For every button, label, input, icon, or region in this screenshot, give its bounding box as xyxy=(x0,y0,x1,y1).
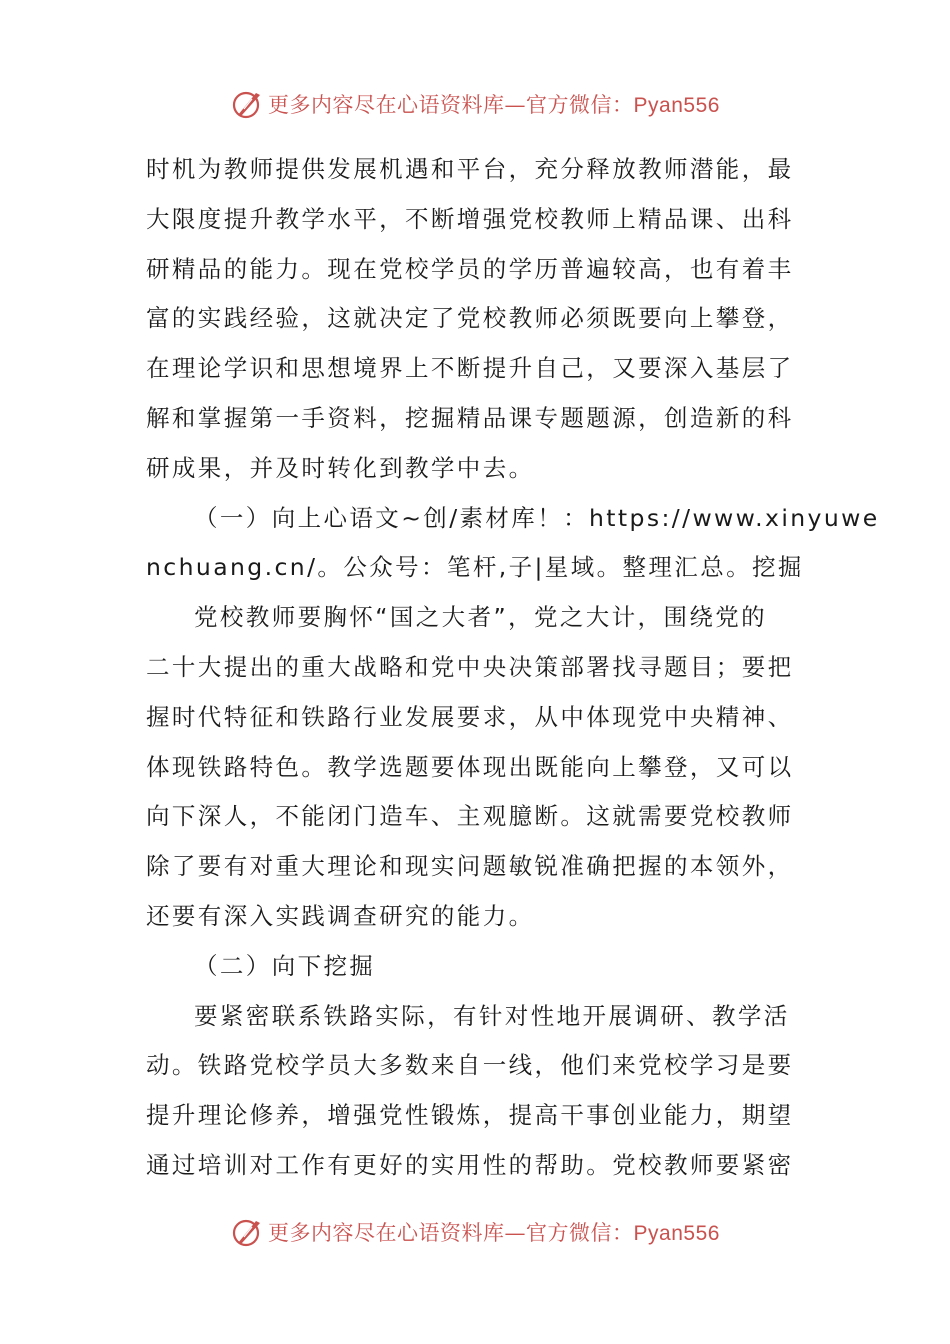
header-banner xyxy=(0,84,950,124)
banner-text: 更多内容尽在心语资料库—官方微信：Pyan556 xyxy=(268,1221,720,1245)
text-line: nchuang.cn/。公众号：笔杆,子|星域。整理汇总。挖掘 xyxy=(146,553,804,582)
footer-banner xyxy=(0,1212,950,1252)
paragraph-start-line: 党校教师要胸怀“国之大者”，党之大计，围绕党的 xyxy=(194,603,768,632)
quill-circle-icon xyxy=(230,87,264,121)
text-line: 时机为教师提供发展机遇和平台，充分释放教师潜能，最 xyxy=(146,155,794,183)
text-line: 还要有深入实践调查研究的能力。 xyxy=(146,901,535,930)
text-line: 富的实践经验，这就决定了党校教师必须既要向上攀登， xyxy=(146,304,794,333)
text-line: 向下深人，不能闭门造车、主观臆断。这就需要党校教师 xyxy=(146,802,794,831)
text-line: 通过培训对工作有更好的实用性的帮助。党校教师要紧密 xyxy=(146,1150,794,1179)
text-line: 研精品的能力。现在党校学员的学历普遍较高，也有着丰 xyxy=(146,254,794,283)
document-body xyxy=(146,145,880,1191)
banner-text: 更多内容尽在心语资料库—官方微信：Pyan556 xyxy=(268,93,720,117)
text-line: 研成果，并及时转化到教学中去。 xyxy=(146,453,535,482)
quill-circle-icon xyxy=(230,1215,264,1249)
text-line: 动。铁路党校学员大多数来自一线，他们来党校学习是要 xyxy=(146,1051,794,1080)
text-line: 解和掌握第一手资料，挖掘精品课专题题源，创造新的科 xyxy=(146,403,794,432)
banner-wechat-id: Pyan556 xyxy=(633,1222,720,1245)
paragraph-start-line: 要紧密联系铁路实际，有针对性地开展调研、教学活 xyxy=(194,1001,790,1030)
section-heading-line: （一）向上心语文~创/素材库！：https://www.xinyuwe xyxy=(194,503,880,532)
text-line: 在理论学识和思想境界上不断提升自己，又要深入基层了 xyxy=(146,354,794,383)
text-line: 体现铁路特色。教学选题要体现出既能向上攀登，又可以 xyxy=(146,752,794,781)
section-heading: （二）向下挖掘 xyxy=(194,951,376,980)
text-line: 大限度提升教学水平，不断增强党校教师上精品课、出科 xyxy=(146,204,794,233)
text-line: 除了要有对重大理论和现实问题敏锐准确把握的本领外， xyxy=(146,852,794,881)
text-line: 二十大提出的重大战略和党中央决策部署找寻题目；要把 xyxy=(146,652,794,681)
text-line: 握时代特征和铁路行业发展要求，从中体现党中央精神、 xyxy=(146,702,794,731)
banner-wechat-id: Pyan556 xyxy=(633,94,720,117)
text-line: 提升理论修养，增强党性锻炼，提高干事创业能力，期望 xyxy=(146,1101,794,1130)
